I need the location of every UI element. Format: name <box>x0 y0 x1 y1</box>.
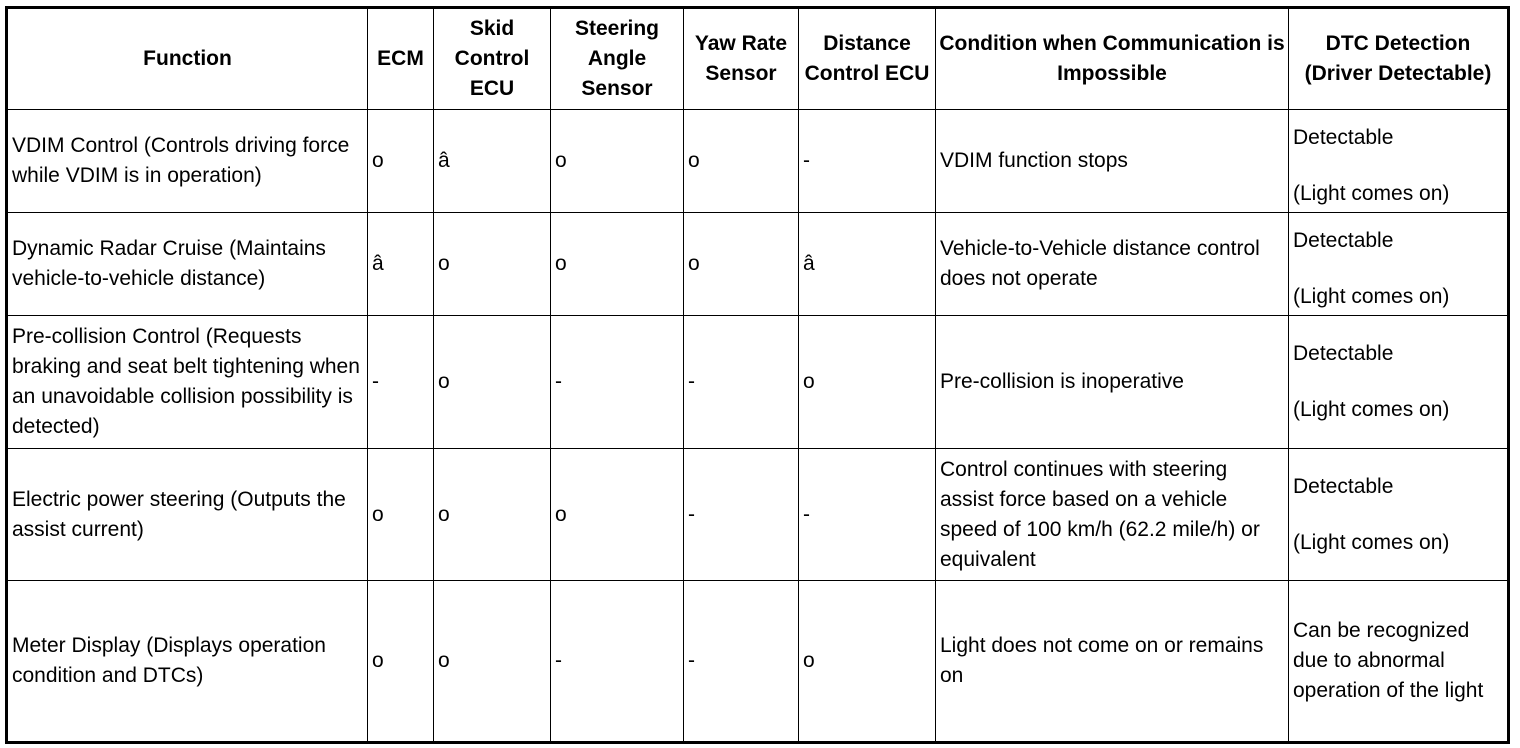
cell-function: Dynamic Radar Cruise (Maintains vehicle-to-vehicle distance) <box>7 213 368 316</box>
cell-distance-control-ecu: â <box>799 213 936 316</box>
cell-condition: VDIM function stops <box>936 110 1289 213</box>
cell-steering-angle-sensor: o <box>551 110 684 213</box>
table-row <box>7 213 1509 316</box>
dtc-note: (Light comes on) <box>1293 530 1450 554</box>
cell-yaw-rate-sensor: - <box>684 316 799 449</box>
dtc-status: Detectable <box>1293 342 1394 365</box>
cell-skid-control-ecu: o <box>434 581 551 743</box>
dtc-status: Detectable <box>1293 474 1394 498</box>
dtc-note: (Light comes on) <box>1293 182 1450 205</box>
cell-dtc-detection <box>1289 449 1509 581</box>
cell-ecm: o <box>368 110 434 213</box>
dtc-note: (Light comes on) <box>1293 398 1450 421</box>
cell-ecm: â <box>368 213 434 316</box>
table-row <box>7 110 1509 213</box>
header-row <box>7 8 1509 110</box>
cell-function: Electric power steering (Outputs the assist current) <box>7 449 368 581</box>
cell-distance-control-ecu: - <box>799 449 936 581</box>
header-yaw-rate-sensor: Yaw Rate Sensor <box>684 8 799 110</box>
header-ecm: ECM <box>368 8 434 110</box>
cell-steering-angle-sensor: - <box>551 316 684 449</box>
cell-function: Pre-collision Control (Requests braking and seat belt tightening when an unavoidable collision possibility is detected) <box>7 316 368 449</box>
header-skid-control-ecu: Skid Control ECU <box>434 8 551 110</box>
cell-ecm: o <box>368 449 434 581</box>
header-dtc-detection: DTC Detection (Driver Detectable) <box>1289 8 1509 110</box>
dtc-status: Detectable <box>1293 126 1394 149</box>
cell-distance-control-ecu: o <box>799 581 936 743</box>
header-function: Function <box>7 8 368 110</box>
cell-steering-angle-sensor: o <box>551 213 684 316</box>
header-steering-angle-sensor: Steering Angle Sensor <box>551 8 684 110</box>
table-row <box>7 581 1509 743</box>
dtc-status: Detectable <box>1293 229 1394 252</box>
cell-condition: Control continues with steering assist force based on a vehicle speed of 100 km/h (62.2 mile/h) or equivalent <box>936 449 1289 581</box>
cell-yaw-rate-sensor: - <box>684 581 799 743</box>
cell-ecm: o <box>368 581 434 743</box>
cell-skid-control-ecu: o <box>434 213 551 316</box>
header-condition: Condition when Communication is Impossible <box>936 8 1289 110</box>
cell-skid-control-ecu: o <box>434 316 551 449</box>
table-row <box>7 449 1509 581</box>
cell-dtc-detection <box>1289 316 1509 449</box>
cell-steering-angle-sensor: - <box>551 581 684 743</box>
dtc-note: (Light comes on) <box>1293 285 1450 308</box>
cell-dtc-detection <box>1289 110 1509 213</box>
cell-dtc-detection: Can be recognized due to abnormal operation of the light <box>1289 581 1509 743</box>
cell-condition: Pre-collision is inoperative <box>936 316 1289 449</box>
communication-function-table <box>5 6 1510 744</box>
cell-yaw-rate-sensor: o <box>684 213 799 316</box>
cell-dtc-detection <box>1289 213 1509 316</box>
cell-yaw-rate-sensor: o <box>684 110 799 213</box>
cell-distance-control-ecu: - <box>799 110 936 213</box>
cell-skid-control-ecu: â <box>434 110 551 213</box>
cell-distance-control-ecu: o <box>799 316 936 449</box>
header-distance-control-ecu: Distance Control ECU <box>799 8 936 110</box>
cell-yaw-rate-sensor: - <box>684 449 799 581</box>
table-row <box>7 316 1509 449</box>
cell-condition: Light does not come on or remains on <box>936 581 1289 743</box>
cell-function: Meter Display (Displays operation condition and DTCs) <box>7 581 368 743</box>
cell-condition: Vehicle-to-Vehicle distance control does not operate <box>936 213 1289 316</box>
cell-ecm: - <box>368 316 434 449</box>
cell-steering-angle-sensor: o <box>551 449 684 581</box>
cell-function: VDIM Control (Controls driving force while VDIM is in operation) <box>7 110 368 213</box>
cell-skid-control-ecu: o <box>434 449 551 581</box>
